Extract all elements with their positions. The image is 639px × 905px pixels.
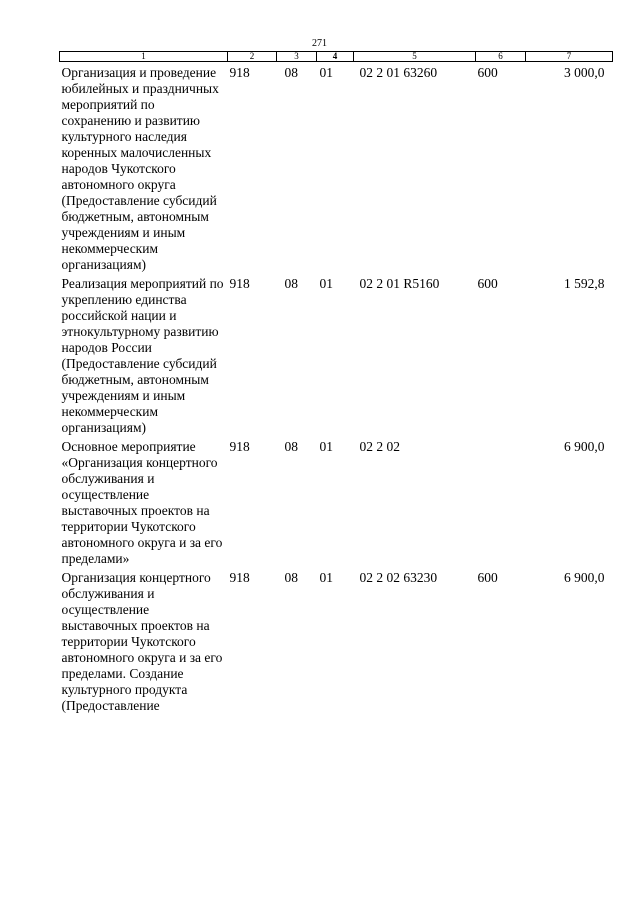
row-amount: 6 900,0 <box>564 570 605 585</box>
row-ministry: 918 <box>229 570 250 585</box>
row-subsection: 01 <box>319 65 333 80</box>
row-expense-type: 600 <box>477 276 498 291</box>
row-amount: 1 592,8 <box>564 276 605 291</box>
row-section: 08 <box>284 276 298 291</box>
row-target-article: 02 2 02 <box>359 439 400 454</box>
row-ministry: 918 <box>229 276 250 291</box>
row-expense-type: 600 <box>477 570 498 585</box>
column-header-6: 6 <box>476 52 526 62</box>
row-ministry: 918 <box>229 65 250 80</box>
row-subsection: 01 <box>319 570 333 585</box>
row-target-article: 02 2 02 63230 <box>359 570 438 585</box>
column-header-4: 4 <box>317 52 354 62</box>
column-header-1: 1 <box>60 52 228 62</box>
column-header-3: 3 <box>277 52 317 62</box>
table-row <box>60 62 613 274</box>
row-section: 08 <box>284 439 298 454</box>
page-number: 271 <box>312 38 327 49</box>
row-name: Реализация мероприятий по укреплению единства российской нации и этнокультурному развитию народов России (Предоставление субсидий бюджетным, автономным учреждениям и иным некоммерческим организациям) <box>61 276 224 435</box>
table-row <box>60 436 613 567</box>
column-header-7: 7 <box>526 52 613 62</box>
row-ministry: 918 <box>229 439 250 454</box>
row-expense-type <box>476 436 526 567</box>
row-subsection: 01 <box>319 276 333 291</box>
row-target-article: 02 2 01 R5160 <box>359 276 440 291</box>
row-target-article: 02 2 01 63260 <box>359 65 438 80</box>
table-row <box>60 567 613 714</box>
column-header-5: 5 <box>354 52 476 62</box>
row-subsection: 01 <box>319 439 333 454</box>
row-expense-type: 600 <box>477 65 498 80</box>
row-amount: 3 000,0 <box>564 65 605 80</box>
column-header-2: 2 <box>228 52 277 62</box>
row-name: Организация концертного обслуживания и осуществление выставочных проектов на территории Чукотского автономного округа и за его пределами. Создание культурного продукта (Предоставление <box>61 570 223 713</box>
table-header-row <box>60 52 613 62</box>
row-section: 08 <box>284 65 298 80</box>
table-row <box>60 273 613 436</box>
budget-table <box>59 51 613 714</box>
row-name: Организация и проведение юбилейных и праздничных мероприятий по сохранению и развитию культурного наследия коренных малочисленных народов Чукотского автономного округа (Предоставление субсидий бюджетным, автономным учреждениям и иным некоммерческим организациям) <box>61 65 219 272</box>
row-name: Основное мероприятие «Организация концертного обслуживания и осуществление выставочных проектов на территории Чукотского автономного округа и за его пределами» <box>61 439 223 566</box>
row-section: 08 <box>284 570 298 585</box>
row-amount: 6 900,0 <box>564 439 605 454</box>
